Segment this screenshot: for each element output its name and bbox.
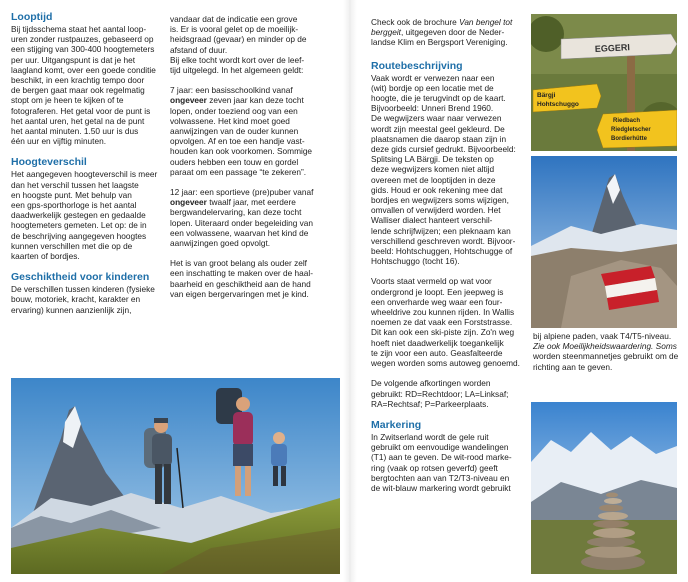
- text-line: stopt om je heen te kijken of te: [11, 95, 124, 106]
- text-line: een inschatting te maken over de haal-: [170, 268, 313, 279]
- text-line: hoogtemeters gemeten. Let op: de in: [11, 220, 147, 231]
- paragraph-age-intro: [170, 14, 340, 75]
- heading-geschiktheid: Geschiktheid voor kinderen: [11, 271, 150, 284]
- text-line: uren zonder rustpauzes, gebaseerd op: [11, 34, 154, 45]
- text-line: lende schrijfwijzen; een pleknaam kan: [371, 225, 511, 236]
- text-line: een stijging van 300-400 hoogtemeters: [11, 44, 155, 55]
- text-line: De volgende afkortingen worden: [371, 378, 491, 389]
- text-line: tijd uitgelegd. In het algemeen geldt:: [170, 65, 304, 76]
- sign-riedgletscher: Riedgletscher: [611, 127, 651, 133]
- sign-bargji: Bärgji: [537, 92, 556, 99]
- text-line: (wit) bordje op een locatie met de: [371, 82, 494, 93]
- text-line: omvallen of verwijderd worden. Het: [371, 205, 501, 216]
- text-line: Vaak wordt er verwezen naar een: [371, 72, 495, 83]
- page-gutter: [343, 0, 357, 582]
- text-line: Splitsing LA Bärgji. De teksten op: [371, 154, 494, 165]
- text-line: een gps-sporthorloge is het aantal: [11, 200, 137, 211]
- text-line: Bijvoorbeeld: Unneri Brend 1960.: [371, 103, 494, 114]
- text-line: paraat om een passage “te zekeren”.: [170, 166, 307, 177]
- text-line: verschillend geschreven wordt. Bijvoor-: [371, 235, 516, 246]
- photo-cairn: [531, 402, 677, 574]
- text-line: In Zwitserland wordt de gele ruit: [371, 431, 489, 442]
- text-line: het aantal minuten. 1.50 uur is dus: [11, 126, 139, 137]
- text-line: plaatsnamen die daarop staan zijn in: [371, 133, 507, 144]
- text-line: bergwandelervaring, kan deze tocht: [170, 207, 302, 218]
- text-line: Hohtschuggo (tocht 16).: [371, 256, 460, 267]
- text-line: wheeldrive zou kunnen rijden. In Wallis: [371, 307, 515, 318]
- text-line: is. Er is vooral gelet op de moeilijk-: [170, 24, 299, 35]
- paragraph-afkortingen: [371, 378, 527, 409]
- sign-bordierhutte: Bordierhütte: [611, 136, 647, 142]
- text-line: deze wegwijzers komen niet altijd: [371, 164, 495, 175]
- text-line: ervaring) kunnen aanzienlijk zijn,: [11, 304, 132, 315]
- text-line: een volwassene, waarvan het kind de: [170, 227, 309, 238]
- text-line: Het is van groot belang als ouder zelf: [170, 258, 307, 269]
- text-line: RA=Rechtsaf; P=Parkeerplaats.: [371, 398, 489, 409]
- text-line: bergtochten aan van T2/T3-niveau en: [371, 472, 510, 483]
- paragraph-parent-advice: [170, 258, 340, 299]
- paragraph-ondergrond: [371, 276, 527, 368]
- text-line: één uur en vijftig minuten.: [11, 136, 107, 147]
- text-line: gids. Houd er ook rekening mee dat: [371, 184, 503, 195]
- paragraph-hoogteverschil: [11, 169, 161, 261]
- text-line: bordjes en wegwijzers soms wijzigen,: [371, 195, 509, 206]
- sign-eggeri: EGGERI: [594, 42, 631, 54]
- text-line: lopen. Uiteraard onder begeleiding van: [170, 217, 313, 228]
- text-line: te zijn voor een auto. Geasfalteerde: [371, 347, 503, 358]
- paragraph-alpine: bij alpiene paden, vaak T4/T5-niveau. Zie ook Moeilijkheidswaardering. Soms worden steenmannetjes gebruikt om de richting aan te geven.: [533, 331, 679, 372]
- text-line: Walliser dialect hanteert verschil-: [371, 215, 493, 226]
- sign-riedbach: Riedbach: [613, 118, 641, 124]
- photo-hiking-family: [11, 378, 340, 574]
- text-line: een onverharde weg waar een four-: [371, 296, 503, 307]
- paragraph-looptijd: [11, 24, 161, 146]
- text-line: en hoogste punt. Met behulp van: [11, 189, 132, 200]
- text-line: hoeft niet daadwerkelijk toegankelijk: [371, 337, 504, 348]
- photo-signpost: [531, 14, 677, 151]
- text-line: afstand of duur.: [170, 44, 228, 55]
- text-line: opvolgen. Af en toe een handje vast-: [170, 136, 305, 147]
- text-line: de wit-blauw markering wordt gebruikt: [371, 482, 511, 493]
- text-line: wordt zijn meestal geel gekleurd. De: [371, 123, 505, 134]
- text-line: houden kan ook voorkomen. Sommige: [170, 146, 313, 157]
- paragraph-age-7: 7 jaar: een basisschoolkind vanaf ongeveer zeven jaar kan deze tocht lopen, onder toeziend oog van een volwassene. Het kind moet goed aanwijzingen van de ouder kunnen opvolgen. Af en toe een handje vast- houden kan ook voorkomen. Sommige ouders hebben een touw en gordel paraat om een passage “te zekeren”.: [170, 85, 313, 177]
- heading-markering: Markering: [371, 418, 422, 431]
- text-line: overeen met de looptijden in deze: [371, 174, 496, 185]
- text-line: gebruikt om eenvoudige wandelingen: [371, 442, 509, 453]
- heading-routebeschrijving: Routebeschrijving: [371, 59, 463, 72]
- text-line: beeld: Hohtschuggen, Hohtschugge of: [371, 246, 513, 257]
- column-4: [533, 331, 679, 372]
- text-line: ondergrond je loopt. Een jeepweg is: [371, 286, 504, 297]
- text-line: De wegwijzers waar naar verwezen: [371, 113, 502, 124]
- text-line: daadwerkelijk gestegen en gedaalde: [11, 210, 146, 221]
- text-line: kunnen verschillen met die op de: [11, 240, 133, 251]
- text-line: zeven jaar kan deze tocht: [209, 95, 304, 106]
- text-line: aanwijzingen goed opvolgt.: [170, 238, 271, 249]
- text-line: Het aangegeven hoogteverschil is meer: [11, 169, 158, 180]
- text-line: Bij tijdsschema staat het aantal loop-: [11, 24, 147, 34]
- heading-hoogteverschil: Hoogteverschil: [11, 156, 87, 169]
- sign-hohtschuggo: Hohtschuggo: [537, 101, 579, 108]
- paragraph-geschiktheid: [11, 284, 161, 315]
- text-line: ouders hebben een touw en gordel: [170, 156, 299, 167]
- text-line: vandaar dat de indicatie een grove: [170, 14, 298, 24]
- text-line: hoogte, die je terugvindt op de kaart.: [371, 93, 506, 104]
- column-3: [371, 17, 527, 493]
- text-line: de beschrijving aangegeven hoogtes: [11, 230, 147, 241]
- text-line: De verschillen tussen kinderen (fysieke: [11, 284, 155, 295]
- paragraph-markering: [371, 432, 527, 493]
- text-line: het aantal uren, het getal na de punt: [11, 115, 145, 126]
- text-line: Voorts staat vermeld op wat voor: [371, 276, 492, 287]
- text-line: kaarten of bordjes.: [11, 251, 80, 262]
- text-line: aanwijzingen van de ouder kunnen: [170, 126, 299, 137]
- text-line: Dit kan ook een ski-piste zijn. Zo'n weg: [371, 327, 515, 338]
- text-line: twaalf jaar, met eerdere: [209, 197, 296, 208]
- text-line: bouw, motoriek, kracht, karakter en: [11, 294, 141, 305]
- text-line: (T1) aan te geven. De wit-rood marke-: [371, 452, 512, 463]
- paragraph-brochure: Check ook de brochure Van bengel tot berggeit, uitgegeven door de Neder- landse Klim en Bergsport Vereniging.: [371, 17, 513, 48]
- text-line: gebruikt: RD=Rechtdoor; LA=Linksaf;: [371, 388, 509, 399]
- text-line: Bij elke tocht wordt kort over de leef-: [170, 54, 305, 65]
- text-line: heidsgraad (gevaar) en minder op de: [170, 34, 307, 45]
- text-line: baarheid en geschiktheid aan de hand: [170, 278, 311, 289]
- text-line: volwassene. Het kind moet goed: [170, 115, 290, 126]
- text-line: per uur. Uitgangspunt is dat je het: [11, 54, 136, 65]
- text-line: deze gids cursief gedrukt. Bijvoorbeeld:: [371, 144, 516, 155]
- text-line: laagland komt, over een goede conditie: [11, 64, 156, 75]
- text-line: wegen worden soms autoweg genoemd.: [371, 358, 520, 369]
- column-1: [11, 11, 161, 315]
- text-line: ring (vaak op rotsen geverfd) geeft: [371, 462, 498, 473]
- text-line: lopen, onder toeziend oog van een: [170, 105, 298, 116]
- text-line: beschikt, in een krachtig tempo door: [11, 75, 145, 86]
- text-line: de bergen gaat maar ook regelmatig: [11, 85, 145, 96]
- photo-trail-marking: [531, 156, 677, 328]
- text-line: van eigen bergervaringen met je kind.: [170, 288, 309, 299]
- text-line: dan het verschil tussen het laagste: [11, 179, 139, 190]
- text-line: fotograferen. Het getal voor de punt is: [11, 105, 151, 116]
- heading-looptijd: Looptijd: [11, 11, 53, 23]
- paragraph-age-12: 12 jaar: een sportieve (pre)puber vanaf ongeveer twaalf jaar, met eerdere bergwandelervaring, kan deze tocht lopen. Uiteraard onder begeleiding van een volwassene, waarvan het kind de aanwijzingen goed opvolgt.: [170, 187, 314, 249]
- text-line: noemen ze dat vaak een Forststrasse.: [371, 317, 513, 328]
- paragraph-route: [371, 73, 527, 267]
- column-2: [170, 14, 340, 299]
